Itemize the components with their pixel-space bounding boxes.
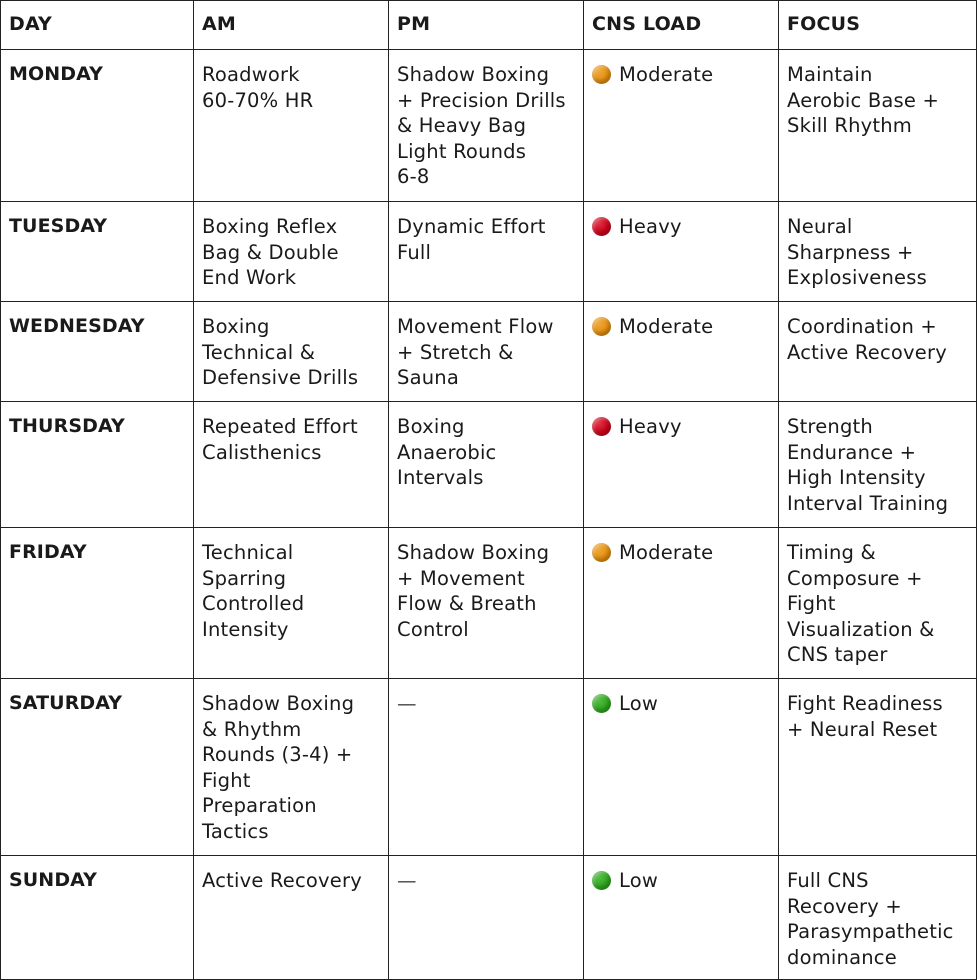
focus-cell: [779, 302, 977, 402]
focus-text: Fight Readiness + Neural Reset: [787, 692, 943, 741]
focus-text: Coordination + Active Recovery: [787, 315, 947, 364]
pm-text: Boxing Anaerobic Intervals: [397, 415, 497, 489]
focus-cell: [779, 402, 977, 528]
pm-cell: [389, 202, 584, 302]
schedule-body: [1, 50, 977, 980]
cns-load-cell: [584, 202, 779, 302]
table-row: [1, 856, 977, 980]
day-cell: WEDNESDAY: [1, 302, 194, 402]
focus-cell: [779, 50, 977, 202]
cns-load-text: Moderate: [619, 63, 714, 86]
cns-load-text: Moderate: [619, 541, 714, 564]
am-text: Technical Sparring Controlled Intensity: [202, 541, 305, 641]
cns-load-cell: [584, 856, 779, 980]
day-cell: FRIDAY: [1, 528, 194, 679]
am-cell: [194, 679, 389, 856]
header-row: [1, 1, 977, 50]
cns-load-text: Low: [619, 869, 659, 892]
pm-cell: [389, 50, 584, 202]
table-row: [1, 528, 977, 679]
pm-cell: [389, 856, 584, 980]
am-cell: [194, 50, 389, 202]
focus-cell: [779, 202, 977, 302]
red-circle-icon: [592, 217, 611, 236]
focus-cell: [779, 679, 977, 856]
table-row: [1, 50, 977, 202]
pm-text: Shadow Boxing + Movement Flow & Breath Control: [397, 541, 550, 641]
day-cell: SATURDAY: [1, 679, 194, 856]
cns-load-cell: [584, 402, 779, 528]
pm-cell: [389, 528, 584, 679]
green-circle-icon: [592, 694, 611, 713]
header-focus: FOCUS: [779, 1, 977, 50]
focus-text: Full CNS Recovery + Parasympathetic dominance: [787, 869, 954, 969]
day-cell: MONDAY: [1, 50, 194, 202]
pm-text: Movement Flow + Stretch & Sauna: [397, 315, 554, 389]
cns-load-cell: [584, 528, 779, 679]
pm-text: Shadow Boxing + Precision Drills & Heavy Bag Light Rounds 6-8: [397, 63, 566, 188]
pm-text: Dynamic Effort Full: [397, 215, 546, 264]
am-text: Roadwork 60-70% HR: [202, 63, 314, 112]
table-row: [1, 202, 977, 302]
day-cell: THURSDAY: [1, 402, 194, 528]
am-text: Repeated Effort Calisthenics: [202, 415, 358, 464]
cns-load-text: Low: [619, 692, 659, 715]
pm-cell: [389, 679, 584, 856]
focus-cell: [779, 528, 977, 679]
am-cell: [194, 302, 389, 402]
am-cell: [194, 528, 389, 679]
header-pm: PM: [389, 1, 584, 50]
table-row: [1, 402, 977, 528]
focus-text: Strength Endurance + High Intensity Interval Training: [787, 415, 949, 515]
am-text: Boxing Reflex Bag & Double End Work: [202, 215, 339, 289]
am-cell: [194, 856, 389, 980]
orange-circle-icon: [592, 65, 611, 84]
am-cell: [194, 402, 389, 528]
focus-text: Timing & Composure + Fight Visualization & CNS taper: [787, 541, 935, 666]
table-row: [1, 679, 977, 856]
cns-load-cell: [584, 50, 779, 202]
pm-text: —: [397, 869, 417, 892]
header-am: AM: [194, 1, 389, 50]
pm-cell: [389, 402, 584, 528]
table-row: [1, 302, 977, 402]
am-text: Active Recovery: [202, 869, 362, 892]
orange-circle-icon: [592, 543, 611, 562]
am-text: Shadow Boxing & Rhythm Rounds (3-4) + Fight Preparation Tactics: [202, 692, 355, 843]
cns-load-cell: [584, 302, 779, 402]
day-cell: SUNDAY: [1, 856, 194, 980]
am-cell: [194, 202, 389, 302]
orange-circle-icon: [592, 317, 611, 336]
am-text: Boxing Technical & Defensive Drills: [202, 315, 359, 389]
cns-load-text: Moderate: [619, 315, 714, 338]
pm-cell: [389, 302, 584, 402]
pm-text: —: [397, 692, 417, 715]
red-circle-icon: [592, 417, 611, 436]
day-cell: TUESDAY: [1, 202, 194, 302]
header-cns-load: CNS LOAD: [584, 1, 779, 50]
header-day: DAY: [1, 1, 194, 50]
green-circle-icon: [592, 871, 611, 890]
cns-load-cell: [584, 679, 779, 856]
cns-load-text: Heavy: [619, 215, 682, 238]
cns-load-text: Heavy: [619, 415, 682, 438]
focus-text: Neural Sharpness + Explosiveness: [787, 215, 927, 289]
focus-text: Maintain Aerobic Base + Skill Rhythm: [787, 63, 940, 137]
focus-cell: [779, 856, 977, 980]
